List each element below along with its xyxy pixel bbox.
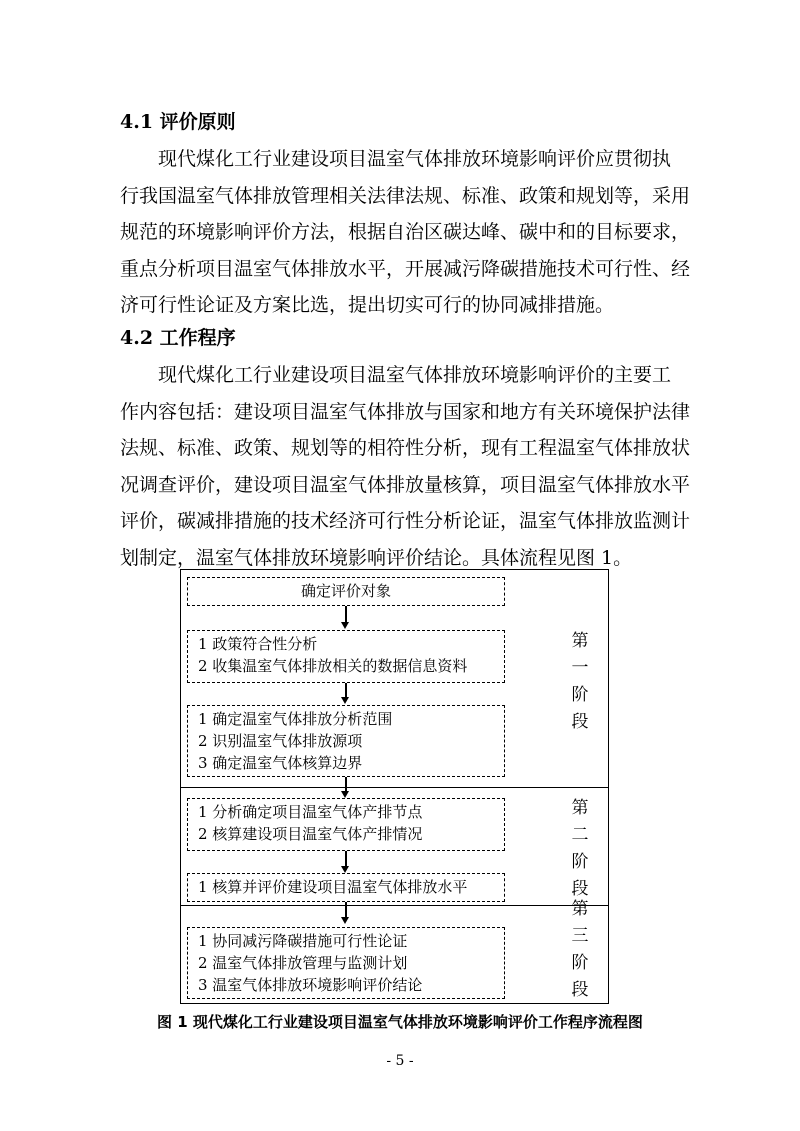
stage-char: 第 bbox=[571, 899, 589, 919]
section-heading-4-1: 4.1 评价原则 bbox=[120, 111, 236, 133]
flow-arrow bbox=[345, 902, 347, 918]
flow-box-text: 1 协同减污降碳措施可行性论证 bbox=[198, 932, 408, 950]
paragraph-line: 重点分析项目温室气体排放水平，开展减污降碳措施技术可行性、经 bbox=[120, 257, 691, 280]
paragraph-line: 规范的环境影响评价方法，根据自治区碳达峰、碳中和的目标要求， bbox=[120, 221, 691, 244]
stage-divider bbox=[181, 905, 608, 906]
flow-box-text: 2 识别温室气体排放源项 bbox=[198, 732, 363, 750]
flow-box-text: 3 温室气体排放环境影响评价结论 bbox=[198, 976, 423, 994]
flow-box-text: 2 温室气体排放管理与监测计划 bbox=[198, 954, 408, 972]
paragraph-line: 况调查评价，建设项目温室气体排放量核算，项目温室气体排放水平 bbox=[120, 473, 691, 496]
flow-box-start bbox=[187, 577, 505, 606]
flow-box-text: 3 确定温室气体核算边界 bbox=[198, 754, 363, 772]
flow-box-3 bbox=[187, 798, 505, 851]
flow-box-text: 2 核算建设项目温室气体产排情况 bbox=[198, 825, 423, 843]
paragraph-line: 划制定，温室气体排放环境影响评价结论。具体流程见图 1。 bbox=[120, 546, 633, 569]
flow-arrow bbox=[345, 777, 347, 792]
stage-char: 阶 bbox=[571, 685, 589, 705]
stage-char: 三 bbox=[571, 926, 589, 946]
stage-char: 段 bbox=[571, 879, 589, 899]
stage-char: 一 bbox=[571, 658, 589, 678]
stage-char: 阶 bbox=[571, 953, 589, 973]
stage-divider bbox=[181, 787, 608, 788]
paragraph-line: 现代煤化工行业建设项目温室气体排放环境影响评价应贯彻执 bbox=[158, 148, 672, 170]
paragraph-line: 作内容包括：建设项目温室气体排放与国家和地方有关环境保护法律 bbox=[120, 400, 691, 423]
section-heading-4-2: 4.2 工作程序 bbox=[120, 327, 236, 349]
flow-box-2 bbox=[187, 705, 505, 777]
paragraph-line: 现代煤化工行业建设项目温室气体排放环境影响评价的主要工 bbox=[158, 364, 672, 386]
workflow-flowchart bbox=[180, 569, 609, 1004]
stage-char: 阶 bbox=[571, 852, 589, 872]
paragraph-line: 法规、标准、政策、规划等的相符性分析，现有工程温室气体排放状 bbox=[120, 437, 691, 460]
stage-label-1 bbox=[569, 628, 591, 736]
flow-arrow bbox=[345, 606, 347, 623]
paragraph-line: 评价，碳减排措施的技术经济可行性分析论证，温室气体排放监测计 bbox=[120, 510, 691, 533]
stage-label-3 bbox=[569, 896, 591, 1004]
stage-char: 二 bbox=[571, 825, 589, 845]
flow-arrow bbox=[345, 683, 347, 698]
flow-box-text: 1 分析确定项目温室气体产排节点 bbox=[198, 803, 423, 821]
flow-box-text: 1 政策符合性分析 bbox=[198, 635, 318, 653]
stage-char: 第 bbox=[571, 798, 589, 818]
stage-char: 段 bbox=[571, 980, 589, 1000]
stage-label-2 bbox=[569, 795, 591, 903]
page-number: - 5 - bbox=[386, 1053, 414, 1069]
flow-box-text: 确定评价对象 bbox=[300, 582, 391, 600]
flow-box-1 bbox=[187, 630, 505, 683]
flow-box-text: 1 核算并评价建设项目温室气体排放水平 bbox=[198, 878, 468, 896]
section-4-1-paragraph bbox=[120, 141, 691, 324]
paragraph-line: 济可行性论证及方案比选，提出切实可行的协同减排措施。 bbox=[120, 294, 615, 317]
paragraph-line: 行我国温室气体排放管理相关法律法规、标准、政策和规划等，采用 bbox=[120, 184, 691, 207]
flow-box-4 bbox=[187, 873, 505, 902]
flow-box-text: 2 收集温室气体排放相关的数据信息资料 bbox=[198, 657, 468, 675]
figure-caption: 图 1 现代煤化工行业建设项目温室气体排放环境影响评价工作程序流程图 bbox=[157, 1013, 643, 1031]
section-4-2-paragraph bbox=[120, 357, 691, 577]
flow-arrow bbox=[345, 851, 347, 867]
flow-box-5 bbox=[187, 927, 505, 999]
stage-char: 第 bbox=[571, 631, 589, 651]
flow-box-text: 1 确定温室气体排放分析范围 bbox=[198, 710, 393, 728]
stage-char: 段 bbox=[571, 712, 589, 732]
